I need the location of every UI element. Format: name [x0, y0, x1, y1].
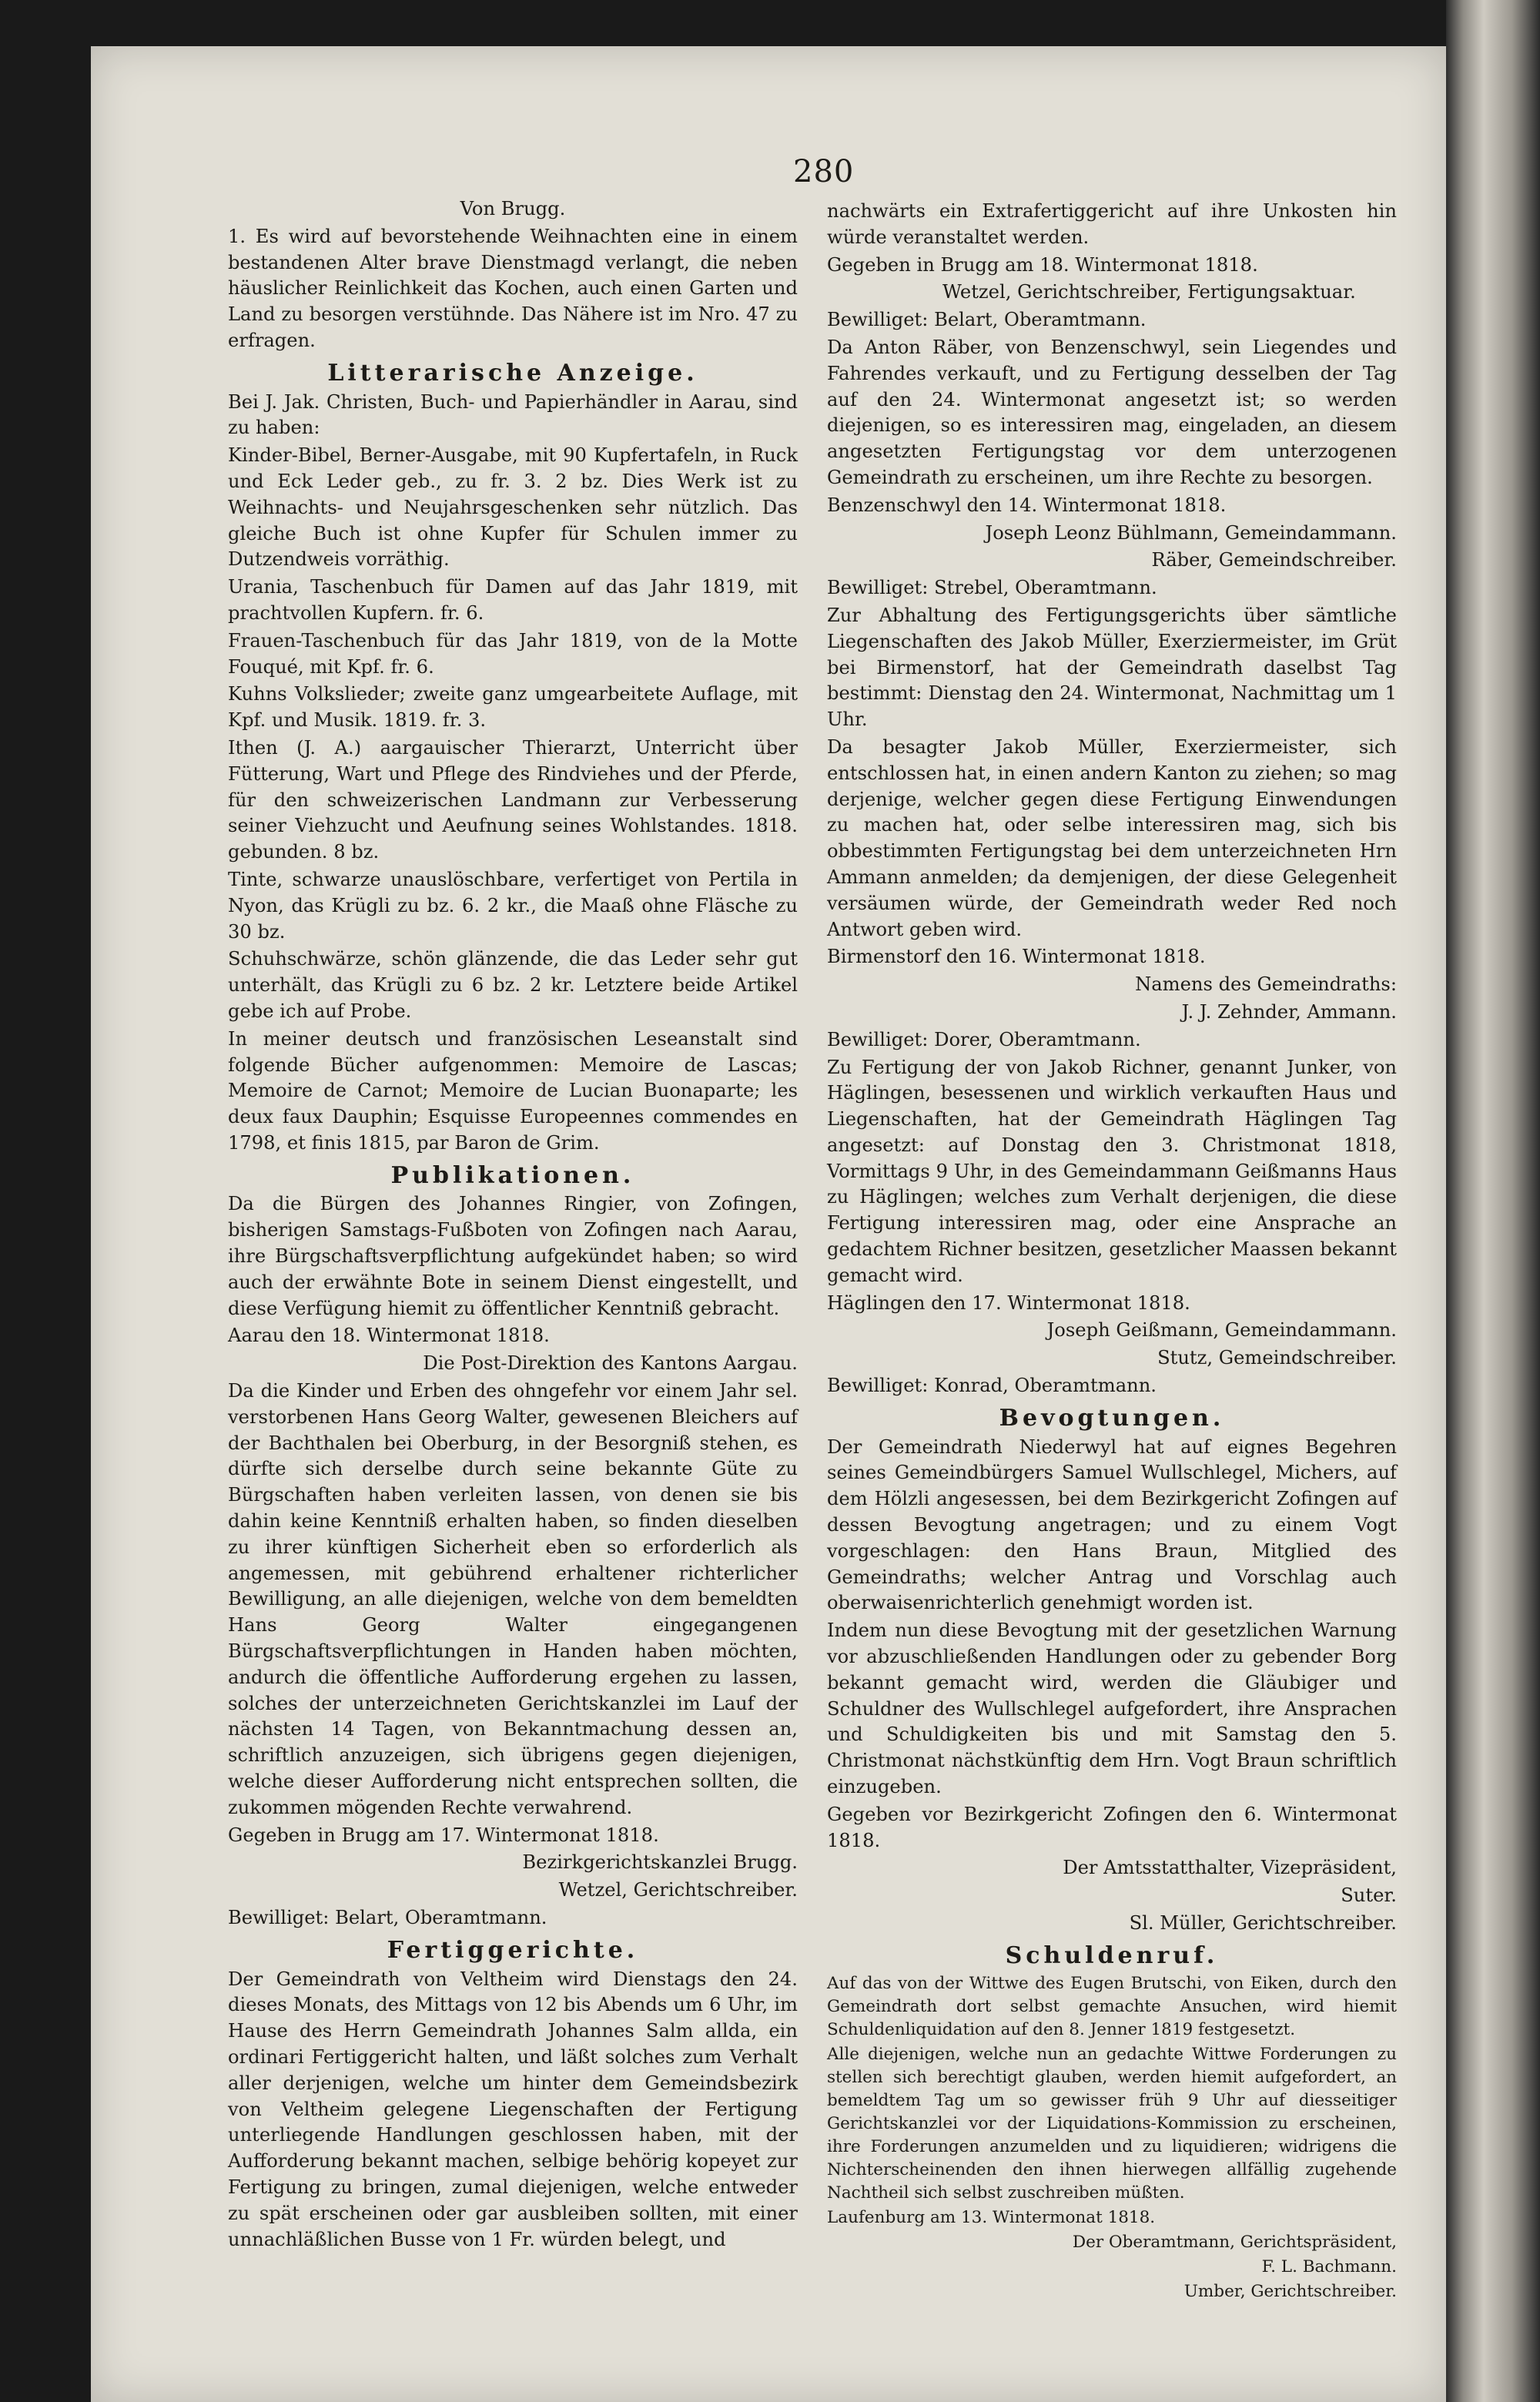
notice-text: nachwärts ein Extrafertiggericht auf ihre Unkosten hin würde veranstaltet werden.: [827, 200, 1397, 248]
signature: Namens des Gemeindraths:: [1135, 973, 1397, 996]
page-number: 280: [793, 154, 855, 189]
book-spine: [1446, 0, 1540, 2402]
left-column: [228, 196, 798, 2253]
notice-text: Da Anton Räber, von Benzenschwyl, sein Liegendes und Fahrendes verkauft, und zu Fertigung desselben der Tag auf den 24. Wintermonat angesetzt ist; so werden diejenigen, so es interessiren mag, eingeladen, an diesem angesetzten Fertigungstag vor dem unterzogenen Gemeindrath zu erscheinen, um ihre Rechte zu besorgen.: [827, 336, 1397, 488]
approval: Bewilliget: Strebel, Oberamtmann.: [827, 577, 1157, 599]
notice-text: Indem nun diese Bevogtung mit der gesetzlichen Warnung vor abzuschließenden Handlungen oder zu gebender Borg bekannt gemacht wird, werden die Gläubiger und Schuldner des Wullschlegel aufgefordert, ihre Ansprachen und Schuldigkeiten bis und mit Samstag den 5. Christmonat nächstkünftig dem Hrn. Vogt Braun schriftlich einzugeben.: [827, 1620, 1397, 1798]
section-heading: Bevogtungen.: [999, 1404, 1225, 1432]
dateline: Benzenschwyl den 14. Wintermonat 1818.: [827, 494, 1227, 516]
signature: Suter.: [1341, 1884, 1397, 1907]
dateline: Häglingen den 17. Wintermonat 1818.: [827, 1291, 1190, 1314]
notice-text: Da besagter Jakob Müller, Exerziermeister, sich entschlossen hat, in einen andern Kanton zu ziehen; so mag derjenige, welcher gegen diese Fertigung Einwendungen zu machen hat, oder selbe interessiren mag, sich bis obbestimmten Fertigungstag bei dem unterzeichneten Hrn Ammann anmelden; da demjenigen, der diese Gelegenheit versäumen würde, der Gemeindrath weder Red noch Antwort geben wird.: [827, 735, 1397, 940]
signature: Wetzel, Gerichtschreiber, Fertigungsaktuar.: [942, 281, 1356, 303]
dateline: Birmenstorf den 16. Wintermonat 1818.: [827, 946, 1206, 968]
list-item: Ithen (J. A.) aargauischer Thierarzt, Unterricht über Fütterung, Wart und Pflege des Rindviehes und der Pferde, für den schweizerischen Landmann zur Verbesserung seiner Viehzucht und Aeufnung seines Wohlstandes. 1818. gebunden. 8 bz.: [228, 736, 798, 863]
signature: Bezirkgerichtskanzlei Brugg.: [522, 1851, 798, 1874]
list-item: Urania, Taschenbuch für Damen auf das Jahr 1819, mit prachtvollen Kupfern. fr. 6.: [228, 576, 798, 624]
section-heading: Litterarische Anzeige.: [327, 359, 698, 387]
signature: Joseph Geißmann, Gemeindammann.: [1046, 1319, 1397, 1342]
notice-text: Auf das von der Wittwe des Eugen Brutschi, von Eiken, durch den Gemeindrath dort selbst gemachte Ansuchen, wird hiemit Schuldenliquidation auf den 8. Jenner 1819 festgesetzt.: [827, 1973, 1397, 2039]
approval: Bewilliget: Dorer, Oberamtmann.: [827, 1028, 1141, 1050]
approval: Bewilliget: Belart, Oberamtmann.: [228, 1907, 547, 1928]
list-item: Frauen-Taschenbuch für das Jahr 1819, von de la Motte Fouqué, mit Kpf. fr. 6.: [228, 629, 798, 678]
approval: Bewilliget: Konrad, Oberamtmann.: [827, 1375, 1157, 1397]
section-heading: Von Brugg.: [460, 198, 566, 219]
signature: Joseph Leonz Bühlmann, Gemeindammann.: [985, 521, 1397, 544]
signature: Sl. Müller, Gerichtschreiber.: [1129, 1912, 1397, 1934]
section-heading: Schuldenruf.: [1005, 1941, 1219, 1969]
signature: Wetzel, Gerichtschreiber.: [558, 1879, 798, 1901]
list-item: Kinder-Bibel, Berner-Ausgabe, mit 90 Kupfertafeln, in Ruck und Eck Leder geb., zu fr. 3. 2 bz. Dies Werk ist zu Weihnachts- und Neujahrsgeschenken sehr nützlich. Das gleiche Buch ist ohne Kupfer für Schulen immer zu Dutzendweis vorräthig.: [228, 444, 798, 571]
signature: Räber, Gemeindschreiber.: [1151, 549, 1397, 571]
dateline: Laufenburg am 13. Wintermonat 1818.: [827, 2207, 1156, 2227]
list-item: Schuhschwärze, schön glänzende, die das Leder sehr gut unterhält, das Krügli zu 6 bz. 2 kr. Letztere beide Artikel gebe ich auf Probe.: [228, 948, 798, 1022]
notice-text: Da die Bürgen des Johannes Ringier, von Zofingen, bisherigen Samstags-Fußboten von Zofingen nach Aarau, ihre Bürgschaftsverpflichtung aufgekündet haben; so wird auch der erwähnte Bote in seinem Dienst eingestellt, und diese Verfügung hiemit zu öffentlicher Kenntniß gebracht.: [228, 1193, 798, 1319]
list-item: Tinte, schwarze unauslöschbare, verfertiget von Pertila in Nyon, das Krügli zu bz. 6. 2 kr., die Maaß ohne Fläsche zu 30 bz.: [228, 868, 798, 943]
notice-text: Der Gemeindrath von Veltheim wird Dienstags den 24. dieses Monats, des Mittags von 12 bis Abends um 6 Uhr, im Hause des Herrn Gemeindrath Johannes Salm allda, ein ordinari Fertiggericht halten, und läßt solches zum Verhalt aller derjenigen, welche um hinter dem Gemeindsbezirk von Veltheim gelegene Liegenschaften der Fertigung unterliegende Handlungen geschlossen haben, mit der Aufforderung bekannt machen, selbige behörig kopeyet zur Fertigung zu bringen, zumal diejenigen, welche entweder zu spät erscheinen oder gar ausbleiben sollten, mit einer unnachläßlichen Busse von 1 Fr. würden belegt, und: [228, 1968, 798, 2250]
notice-text: Bei J. Jak. Christen, Buch- und Papierhändler in Aarau, sind zu haben:: [228, 390, 798, 439]
right-column: [827, 199, 1397, 2303]
signature: Stutz, Gemeindschreiber.: [1157, 1347, 1397, 1369]
section-heading: Fertiggerichte.: [387, 1936, 639, 1964]
signature: Der Amtsstatthalter, Vizepräsident,: [1063, 1857, 1397, 1879]
signature: J. J. Zehnder, Ammann.: [1181, 1000, 1397, 1023]
approval: Bewilliget: Belart, Oberamtmann.: [827, 309, 1147, 331]
notice-text: 1. Es wird auf bevorstehende Weihnachten eine in einem bestandenen Alter brave Dienstmagd verlangt, die neben häuslicher Reinlichkeit das Kochen, auch einen Garten und Land zu besorgen verstühnde. Das Nähere ist im Nro. 47 zu erfragen.: [228, 225, 798, 351]
notice-text: Der Gemeindrath Niederwyl hat auf eignes Begehren seines Gemeindbürgers Samuel Wullschlegel, Michers, auf dem Hölzli angesessen, bei dem Bezirkgericht Zofingen auf dessen Bevogtung angetragen; und zu einem Vogt vorgeschlagen: den Hans Braun, Mitglied des Gemeindraths; welcher Antrag und Vorschlag auch oberwaisenrichterlich genehmigt worden ist.: [827, 1436, 1397, 1614]
dateline: Aarau den 18. Wintermonat 1818.: [228, 1325, 550, 1347]
dateline: Gegeben in Brugg am 18. Wintermonat 1818.: [827, 253, 1258, 276]
notice-text: Zu Fertigung der von Jakob Richner, genannt Junker, von Häglingen, besessenen und wirklich verkauften Haus und Liegenschaften, hat der Gemeindrath Häglingen Tag angesetzt: auf Donstag den 3. Christmonat 1818, Vormittags 9 Uhr, in des Gemeindammann Geißmanns Haus zu Häglingen; welches zum Verhalt derjenigen, die diese Fertigung interessiren mag, oder eine Ansprache an gedachtem Richner besitzen, gesetzlicher Maassen bekannt gemacht wird.: [827, 1056, 1397, 1286]
notice-text: Zur Abhaltung des Fertigungsgerichts über sämtliche Liegenschaften des Jakob Müller, Exerziermeister, im Grüt bei Birmenstorf, hat der Gemeindrath daselbst Tag bestimmt: Dienstag den 24. Wintermonat, Nachmittag um 1 Uhr.: [827, 604, 1397, 731]
dateline: Gegeben vor Bezirkgericht Zofingen den 6. Wintermonat 1818.: [827, 1803, 1397, 1851]
notice-text: Da die Kinder und Erben des ohngefehr vor einem Jahr sel. verstorbenen Hans Georg Walter, gewesenen Bleichers auf der Bachthalen bei Oberburg, in der Besorgniß stehen, es dürfte sich derselbe durch seine bekannte Güte zu Bürgschaften haben verleiten lassen, von denen sie bis dahin keine Kenntniß erhalten haben, so finden dieselben zu ihrer künftigen Sicherheit eben so erforderlich als angemessen, mit gebührend erhaltener richterlicher Bewilligung, an alle diejenigen, welche von dem bemeldten Hans Georg Walter eingegangenen Bürgschaftsverpflichtungen in Handen haben möchten, andurch die öffentliche Aufforderung ergehen zu lassen, solches der unterzeichneten Gerichtskanzlei im Lauf der nächsten 14 Tagen, von Bekanntmachung dessen an, schriftlich anzuzeigen, sich übrigens gegen diejenigen, welche dieser Aufforderung nicht entsprechen sollten, die zukommen mögenden Rechte verwahrend.: [228, 1380, 798, 1818]
dateline: Gegeben in Brugg am 17. Wintermonat 1818.: [228, 1824, 659, 1846]
signature: Der Oberamtmann, Gerichtspräsident,: [1072, 2232, 1397, 2252]
list-item: Kuhns Volkslieder; zweite ganz umgearbeitete Auflage, mit Kpf. und Musik. 1819. fr. 3.: [228, 683, 798, 732]
signature: Umber, Gerichtschreiber.: [1183, 2281, 1397, 2301]
list-item: In meiner deutsch und französischen Leseanstalt sind folgende Bücher aufgenommen: Memoire de Lascas; Memoire de Carnot; Memoire de Lucian Buonaparte; les deux faux Dauphin; Esquisse Europeennes commendes en 1798, et finis 1815, par Baron de Grim.: [228, 1027, 798, 1154]
signature: Die Post-Direktion des Kantons Aargau.: [423, 1352, 798, 1375]
notice-text: Alle diejenigen, welche nun an gedachte Wittwe Forderungen zu stellen sich berechtigt glauben, werden hiemit aufgefordert, an bemeldtem Tag um so gewisser früh 9 Uhr auf diesseitiger Gerichtskanzlei vor der Liquidations-Kommission zu erscheinen, ihre Forderungen anzumelden und zu liquidieren; widrigens die Nichterscheinenden den ihnen hierwegen allfällig zugehende Nachtheil sich selbst zuschreiben müßten.: [827, 2044, 1397, 2203]
section-heading: Publikationen.: [390, 1161, 635, 1189]
signature: F. L. Bachmann.: [1261, 2256, 1397, 2276]
